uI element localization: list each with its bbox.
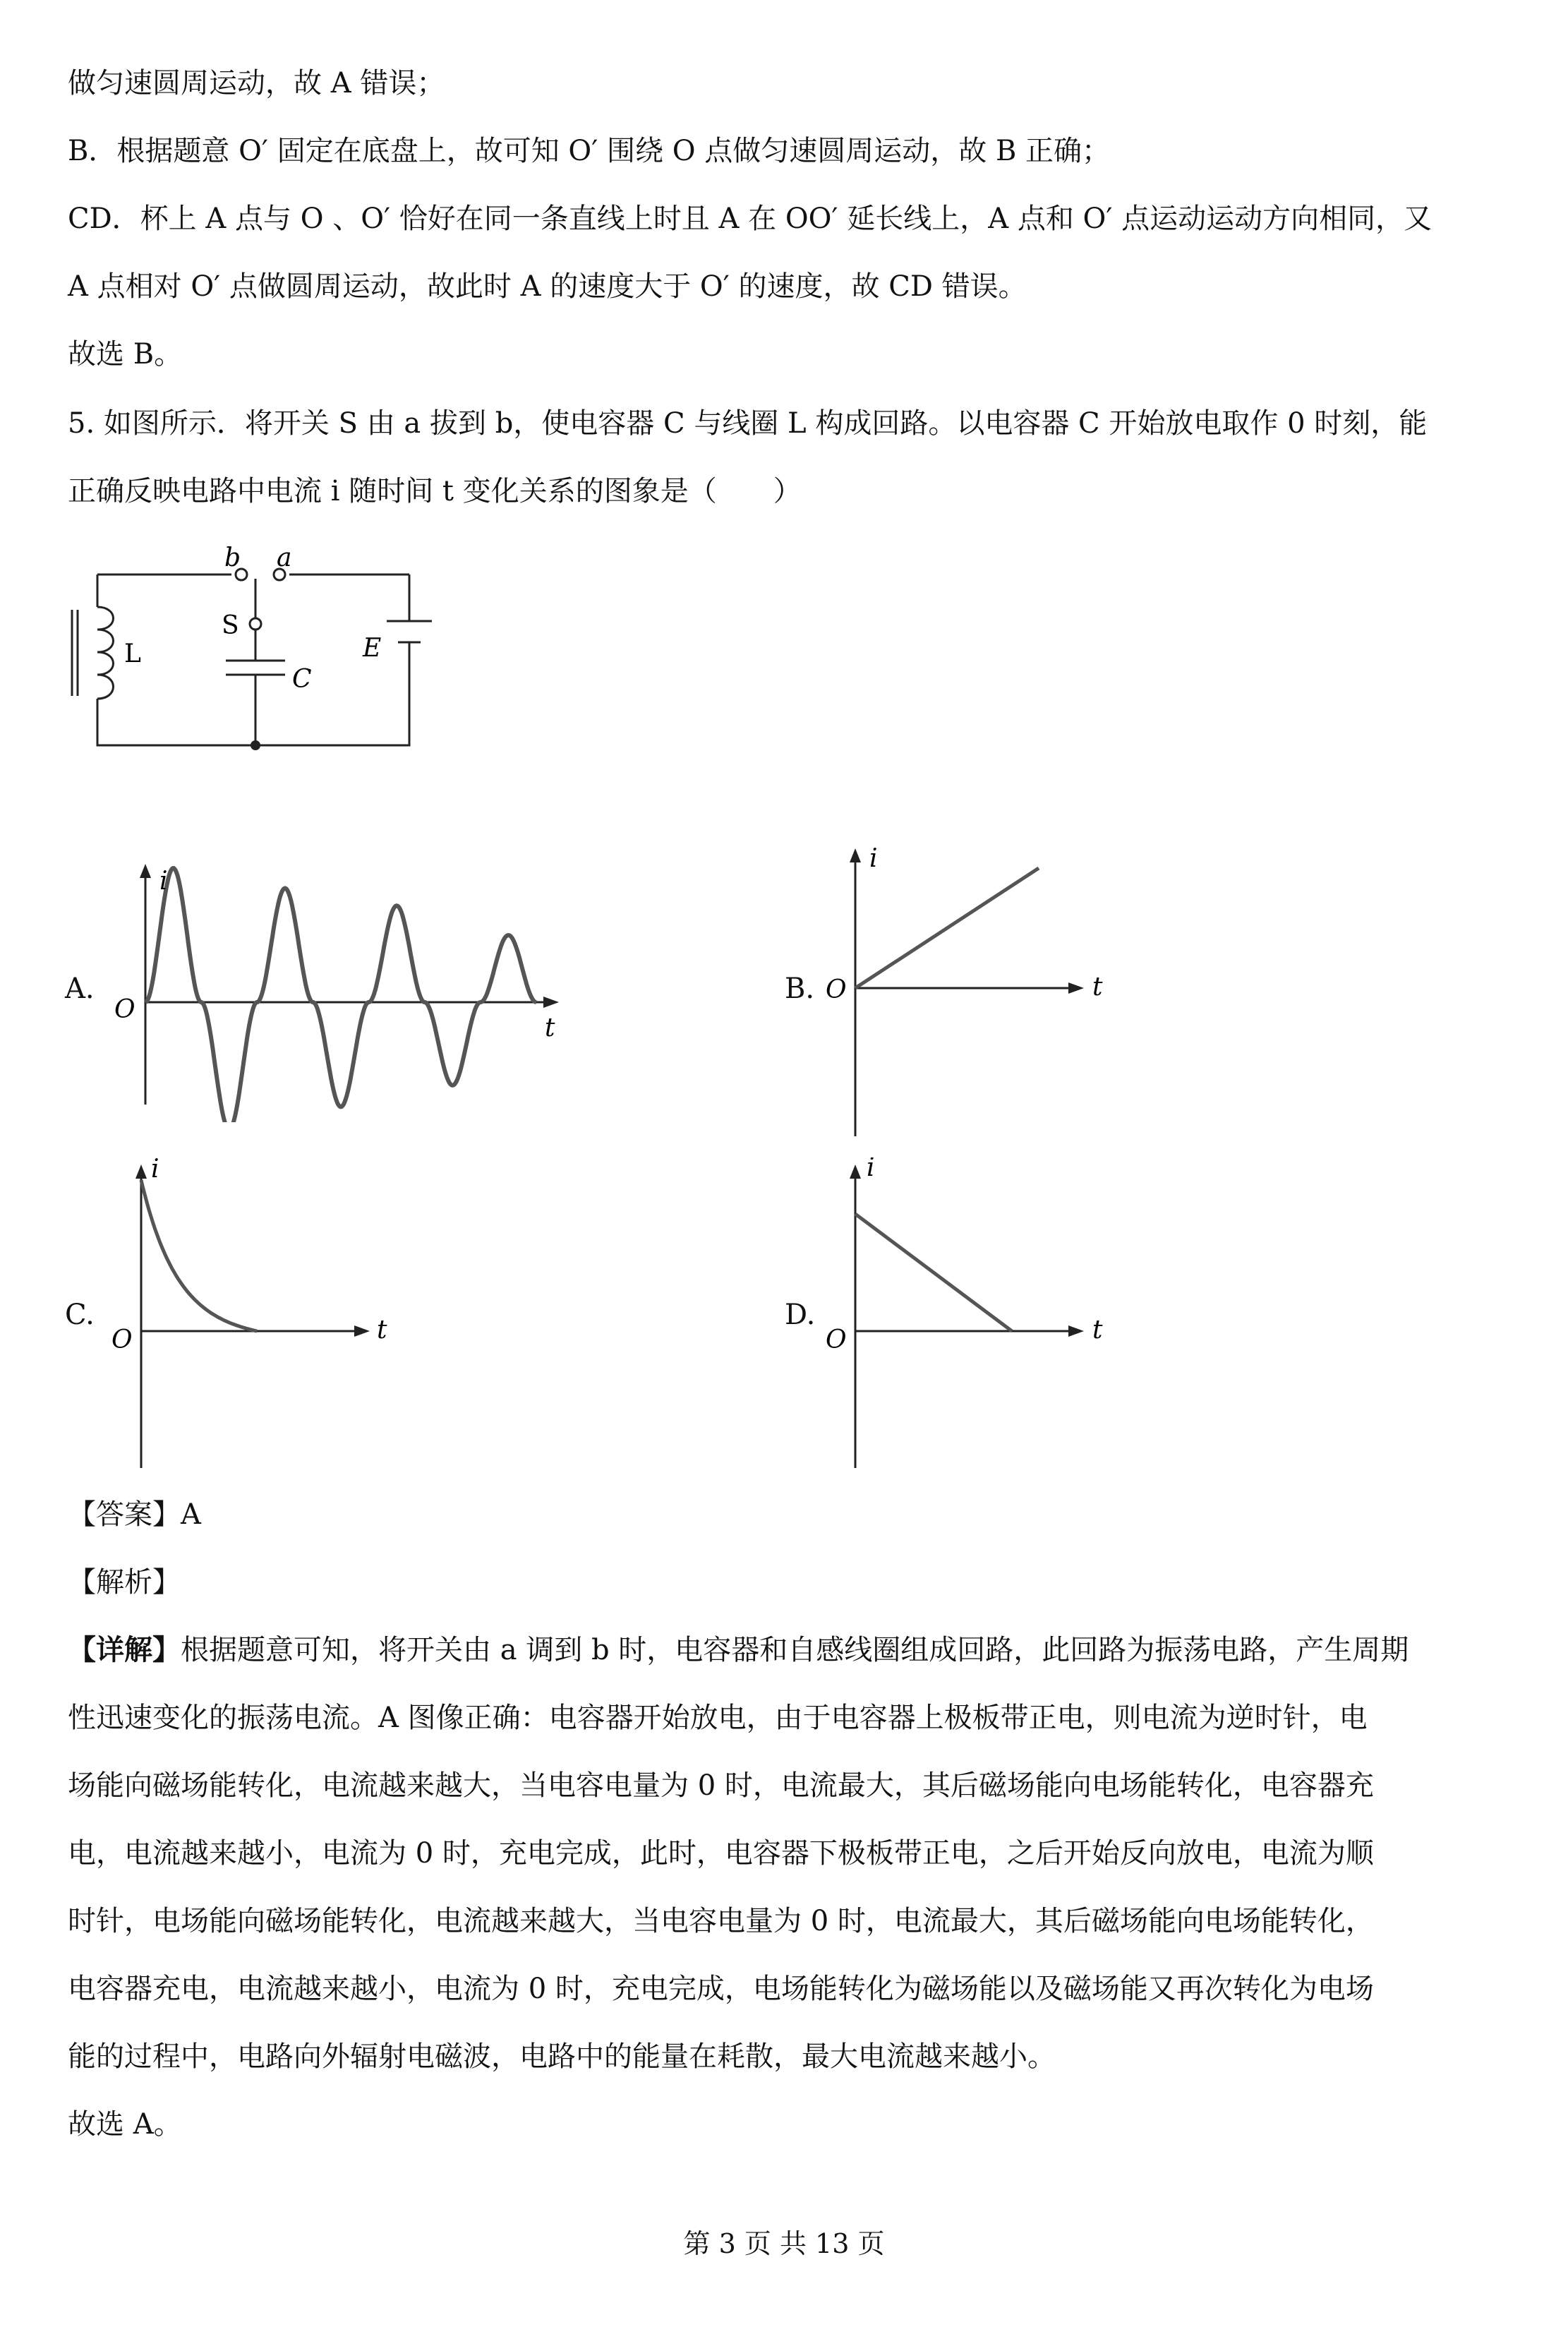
detail-line-1	[68, 1630, 1409, 1670]
option-b-label: B.	[785, 973, 815, 1005]
circuit-label-e: E	[363, 634, 382, 663]
graph-d-curve	[855, 1214, 1012, 1331]
question-line-1: 5. 如图所示．将开关 S 由 a 拔到 b，使电容器 C 与线圈 L 构成回路。以电容器 C 开始放电取作 0 时刻，能	[68, 407, 1428, 440]
page-number: 第 3 页 共 13 页	[683, 2228, 885, 2259]
circuit-label-l: L	[124, 639, 141, 668]
circuit-label-b: b	[224, 543, 241, 572]
graph-c	[106, 1157, 402, 1475]
prev-solution-line-4: A 点相对 O′ 点做圆周运动，故此时 A 的速度大于 O′ 的速度，故 CD 错误。	[68, 270, 1027, 303]
conclusion: 故选 A。	[68, 2108, 182, 2141]
circuit-label-c: C	[292, 665, 312, 694]
option-c-label: C.	[65, 1299, 95, 1331]
circuit-label-a: a	[277, 543, 292, 572]
circuit-label-s: S	[222, 611, 239, 640]
graph-b-t-label: t	[1092, 973, 1103, 1001]
analysis-heading: 【解析】	[68, 1566, 181, 1599]
graph-a-t-label: t	[545, 1013, 555, 1042]
detail-line-2: 性迅速变化的振荡电流。A 图像正确：电容器开始放电，由于电容器上极板带正电，则电流为逆时针，电	[68, 1702, 1368, 1734]
circuit-diagram	[56, 536, 452, 762]
prev-solution-line-2: B．根据题意 O′ 固定在底盘上，故可知 O′ 围绕 O 点做匀速圆周运动，故 B 正确；	[68, 135, 1111, 167]
detail-line-6: 电容器充电，电流越来越小，电流为 0 时，充电完成，电场能转化为磁场能以及磁场能又再次转化为电场	[68, 1973, 1374, 2005]
question-line-2: 正确反映电路中电流 i 随时间 t 变化关系的图象是（ ）	[68, 475, 802, 507]
graph-d-o-label: O	[826, 1325, 847, 1354]
graph-b-curve	[855, 868, 1039, 988]
detail-label: 【详解】	[68, 1633, 181, 1666]
detail-line-4: 电，电流越来越小，电流为 0 时，充电完成，此时，电容器下极板带正电，之后开始反向放电，电流为顺	[68, 1837, 1374, 1870]
detail-line-3: 场能向磁场能转化，电流越来越大，当电容电量为 0 时，电流最大，其后磁场能向电场能转化，电容器充	[68, 1769, 1374, 1802]
graph-a-i-label: i	[159, 867, 168, 896]
graph-c-o-label: O	[111, 1325, 133, 1354]
graph-d	[819, 1157, 1115, 1475]
graph-b-o-label: O	[826, 975, 847, 1004]
graph-d-i-label: i	[867, 1157, 875, 1182]
graph-b-i-label: i	[869, 844, 878, 873]
graph-c-curve	[141, 1180, 257, 1331]
graph-c-t-label: t	[377, 1316, 387, 1345]
graph-a	[106, 854, 586, 1122]
graph-d-t-label: t	[1092, 1316, 1103, 1345]
detail-line-1-text: 根据题意可知，将开关由 a 调到 b 时，电容器和自感线圈组成回路，此回路为振荡电路，产生周期	[181, 1634, 1409, 1666]
graph-b	[819, 840, 1115, 1143]
graph-a-curve	[145, 868, 536, 1122]
option-d-label: D.	[785, 1299, 816, 1331]
graph-c-i-label: i	[151, 1157, 159, 1184]
graph-a-o-label: O	[114, 995, 135, 1024]
detail-line-7: 能的过程中，电路向外辐射电磁波，电路中的能量在耗散，最大电流越来越小。	[68, 2040, 1056, 2073]
prev-solution-line-5: 故选 B。	[68, 338, 183, 371]
prev-solution-line-1: 做匀速圆周运动，故 A 错误；	[68, 67, 445, 100]
option-a-label: A.	[65, 973, 95, 1005]
detail-line-5: 时针，电场能向磁场能转化，电流越来越大，当电容电量为 0 时，电流最大，其后磁场能向电场能转化，	[68, 1905, 1374, 1937]
prev-solution-line-3: CD．杯上 A 点与 O 、O′ 恰好在同一条直线上时且 A 在 OO′ 延长线上，A 点和 O′ 点运动运动方向相同，又	[68, 203, 1433, 235]
answer: 【答案】A	[68, 1498, 201, 1531]
